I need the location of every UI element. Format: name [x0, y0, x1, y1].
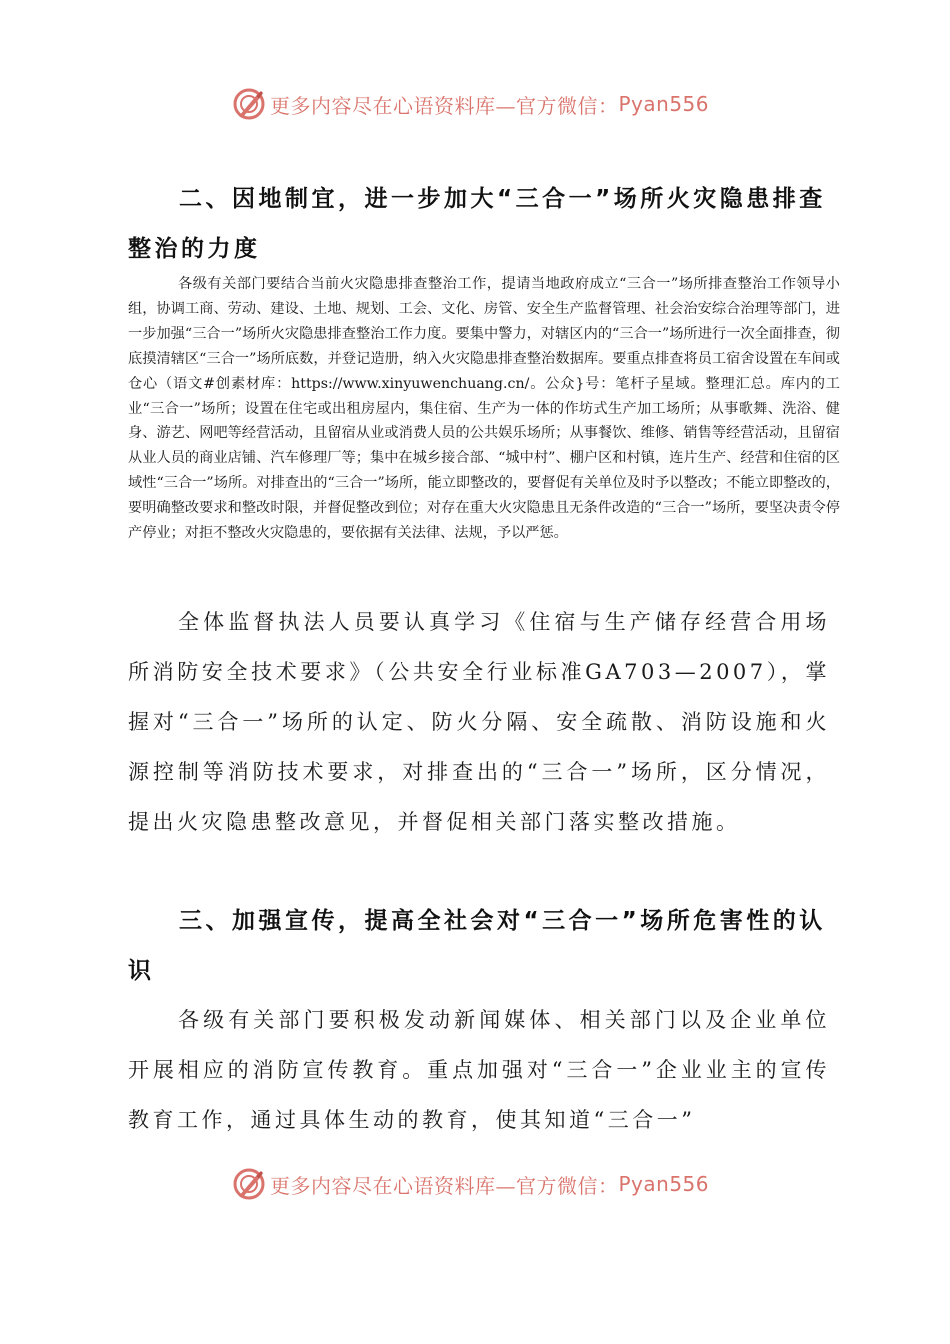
section-two-heading: 二、因地制宜，进一步加大“三合一”场所火灾隐患排查整治的力度	[128, 186, 826, 262]
section-two-paragraph-2: 全体监督执法人员要认真学习《住宿与生产储存经营合用场所消防安全技术要求》（公共安全行业标准GA703—2007），掌握对“三合一”场所的认定、防火分隔、安全疏散、消防设施和火源控制等消防技术要求，对排查出的“三合一”场所，区分情况，提出火灾隐患整改意见，并督促相关部门落实整改措施。	[128, 610, 830, 834]
section-three-heading: 三、加强宣传，提高全社会对“三合一”场所危害性的认识	[128, 908, 826, 984]
pen-logo-icon	[232, 1167, 266, 1201]
section-three-paragraph-1: 各级有关部门要积极发动新闻媒体、相关部门以及企业单位开展相应的消防宣传教育。重点加强对“三合一”企业业主的宣传教育工作，通过具体生动的教育，使其知道“三合一”	[128, 1008, 830, 1132]
section-two-paragraph-1: 各级有关部门要结合当前火灾隐患排查整治工作，提请当地政府成立“三合一”场所排查整治工作领导小组，协调工商、劳动、建设、土地、规划、工会、文化、房管、安全生产监督管理、社会治安综合治理等部门，进一步加强“三合一”场所火灾隐患排查整治工作力度。要集中警力，对辖区内的“三合一”场所进行一次全面排查，彻底摸清辖区“三合一”场所底数，并登记造册，纳入火灾隐患排查整治数据库。要重点排查将员工宿舍设置在车间或仓心（语文#创素材库：https://www.xinyuwenchuang.cn/。公众}号：笔杆子星域。整理汇总。库内的工业“三合一”场所；设置在住宅或出租房屋内，集住宿、生产为一体的作坊式生产加工场所；从事歌舞、洗浴、健身、游艺、网吧等经营活动，且留宿从业或消费人员的公共娱乐场所；从事餐饮、维修、销售等经营活动，且留宿从业人员的商业店铺、汽车修理厂等；集中在城乡接合部、“城中村”、棚户区和村镇，连片生产、经营和住宿的区域性“三合一”场所。对排查出的“三合一”场所，能立即整改的，要督促有关单位及时予以整改；不能立即整改的，要明确整改要求和整改时限，并督促整改到位；对存在重大火灾隐患且无条件改造的“三合一”场所，要坚决责令停产停业；对拒不整改火灾隐患的，要依据有关法律、法规，予以严惩。	[128, 276, 840, 542]
watermark-text: 更多内容尽在心语资料库—官方微信：	[270, 1173, 619, 1198]
watermark-text: 更多内容尽在心语资料库—官方微信：	[270, 93, 619, 118]
watermark-wechat-id: Pyan556	[618, 1172, 710, 1196]
watermark-banner-bottom	[232, 1164, 752, 1204]
watermark-banner-top	[232, 84, 752, 124]
watermark-wechat-id: Pyan556	[618, 92, 710, 116]
pen-logo-icon	[232, 87, 266, 121]
